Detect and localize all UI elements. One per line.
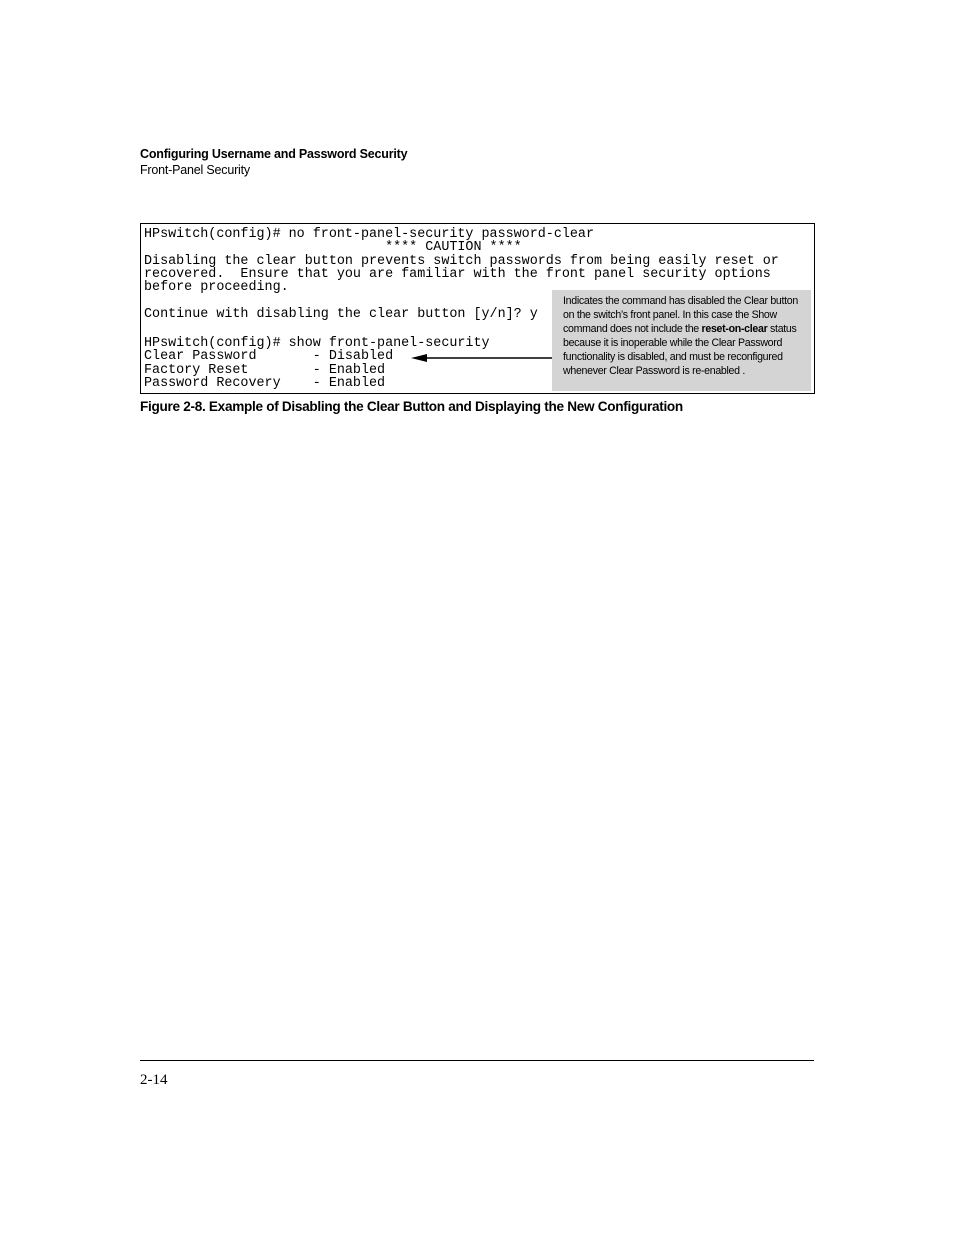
callout-text-bold: reset-on-clear [701, 323, 768, 335]
terminal-line: **** CAUTION **** [144, 240, 522, 255]
terminal-figure [140, 223, 815, 394]
terminal-line: HPswitch(config)# show front-panel-security [144, 336, 490, 351]
callout-arrow [141, 224, 814, 393]
terminal-line: Continue with disabling the clear button [y/n]? y [144, 307, 538, 322]
terminal-line: Factory Reset - Enabled [144, 363, 386, 378]
footer-rule [140, 1060, 814, 1061]
arrow-head-icon [411, 354, 427, 362]
terminal-line: Clear Password - Disabled [144, 349, 394, 364]
terminal-line: Disabling the clear button prevents switch passwords from being easily reset or [144, 254, 779, 269]
figure-caption: Figure 2-8. Example of Disabling the Clear Button and Displaying the New Configuration [140, 399, 683, 414]
callout-text-after: status because it is inoperable while the Clear Password functionality is disabled, and must be reconfigured whenever Clear Password is re-enabled . [563, 323, 797, 377]
terminal-line: HPswitch(config)# no front-panel-security password-clear [144, 227, 594, 242]
running-header-subtitle: Front-Panel Security [140, 163, 250, 177]
page-number: 2-14 [140, 1072, 168, 1088]
terminal-line: recovered. Ensure that you are familiar with the front panel security options [144, 267, 771, 282]
running-header-title: Configuring Username and Password Security [140, 147, 408, 161]
callout-text-before: Indicates the command has disabled the Clear button on the switch’s front panel. In this case the Show command does not include the [563, 295, 798, 335]
terminal-line: Password Recovery - Enabled [144, 376, 386, 391]
terminal-line: before proceeding. [144, 280, 289, 295]
